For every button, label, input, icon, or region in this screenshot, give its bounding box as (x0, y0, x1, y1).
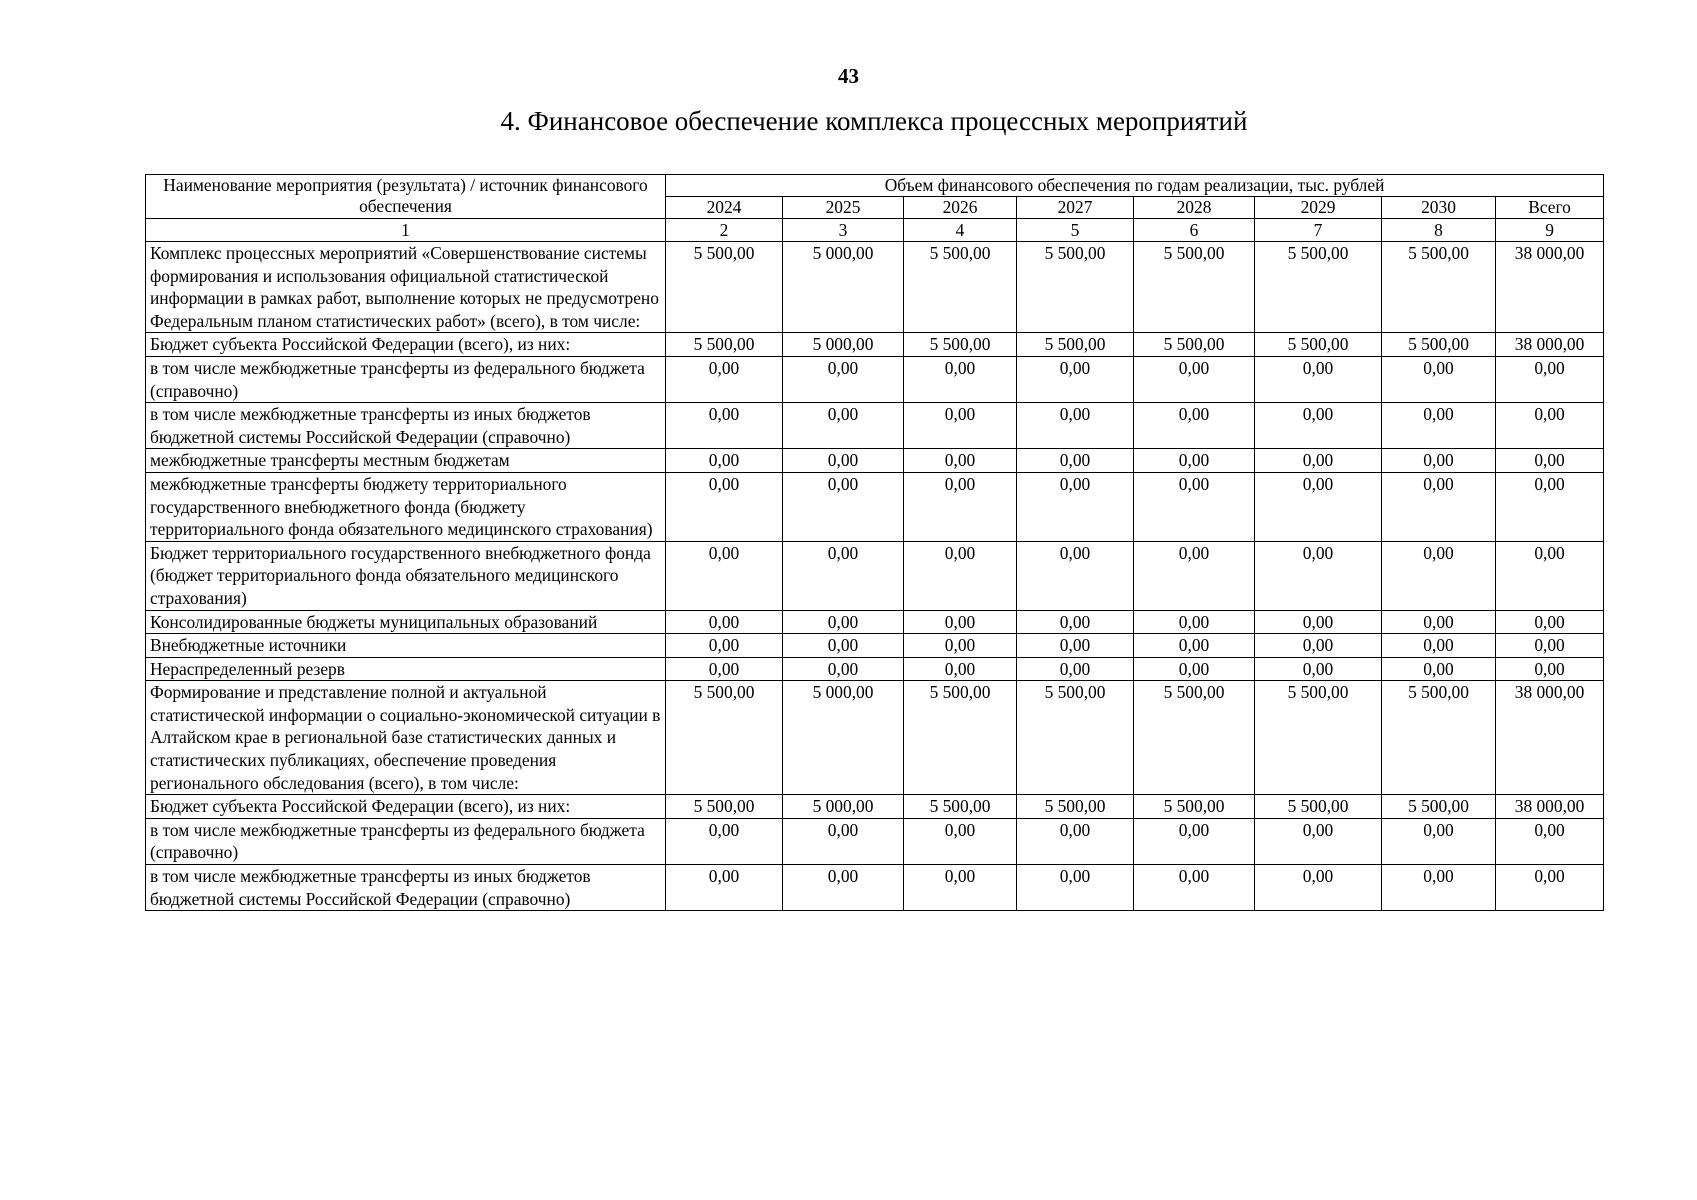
column-number: 8 (1382, 219, 1496, 242)
row-value: 0,00 (904, 818, 1017, 864)
header-row (146, 175, 1604, 197)
row-value: 0,00 (1496, 449, 1604, 473)
row-value: 5 500,00 (666, 681, 783, 795)
row-value: 5 500,00 (904, 681, 1017, 795)
table-header (146, 175, 1604, 242)
row-value: 5 500,00 (666, 242, 783, 333)
row-value: 0,00 (666, 541, 783, 610)
row-name: Консолидированные бюджеты муниципальных образований (146, 610, 666, 634)
row-value: 5 500,00 (1134, 681, 1255, 795)
row-value: 0,00 (1255, 657, 1382, 681)
header-year: 2028 (1134, 197, 1255, 219)
row-value: 5 500,00 (1134, 242, 1255, 333)
row-value: 0,00 (904, 449, 1017, 473)
row-value: 5 500,00 (1255, 795, 1382, 819)
table-row (146, 356, 1604, 402)
row-value: 0,00 (783, 356, 904, 402)
row-value: 0,00 (1134, 449, 1255, 473)
row-value: 0,00 (1134, 657, 1255, 681)
header-column-numbers-row (146, 219, 1604, 242)
row-value: 0,00 (1017, 541, 1134, 610)
row-value: 0,00 (666, 657, 783, 681)
row-value: 0,00 (1255, 449, 1382, 473)
row-name: Бюджет территориального государственного внебюджетного фонда (бюджет территориального фонда обязательного медицинского страхования) (146, 541, 666, 610)
row-value: 0,00 (1496, 657, 1604, 681)
row-value: 0,00 (904, 403, 1017, 449)
row-name: в том числе межбюджетные трансферты из федерального бюджета (справочно) (146, 818, 666, 864)
table-row (146, 865, 1604, 911)
column-number: 1 (146, 219, 666, 242)
row-value: 0,00 (904, 610, 1017, 634)
row-value: 0,00 (1255, 541, 1382, 610)
row-value: 5 500,00 (904, 242, 1017, 333)
row-value: 0,00 (1017, 657, 1134, 681)
row-value: 0,00 (1017, 865, 1134, 911)
column-number: 7 (1255, 219, 1382, 242)
row-value: 5 500,00 (904, 333, 1017, 357)
row-value: 5 500,00 (1382, 333, 1496, 357)
row-name: Нераспределенный резерв (146, 657, 666, 681)
row-value: 0,00 (1017, 472, 1134, 541)
row-value: 5 500,00 (904, 795, 1017, 819)
row-value: 5 500,00 (1382, 795, 1496, 819)
row-name: Формирование и представление полной и актуальной статистической информации о социально-экономической ситуации в Алтайском крае в региональной базе статистических данных и статистических публикациях, обеспечение проведения регионального обследования (всего), в том числе: (146, 681, 666, 795)
row-value: 0,00 (666, 356, 783, 402)
row-value: 0,00 (1382, 657, 1496, 681)
row-value: 5 500,00 (666, 795, 783, 819)
row-value: 0,00 (1134, 356, 1255, 402)
header-year: 2029 (1255, 197, 1382, 219)
row-value: 0,00 (904, 865, 1017, 911)
row-value: 0,00 (1382, 449, 1496, 473)
row-value: 0,00 (783, 865, 904, 911)
row-value: 5 000,00 (783, 242, 904, 333)
row-value: 0,00 (1382, 865, 1496, 911)
row-value: 0,00 (783, 610, 904, 634)
table-row (146, 449, 1604, 473)
row-value: 0,00 (1382, 634, 1496, 658)
row-name: в том числе межбюджетные трансферты из иных бюджетов бюджетной системы Российской Федерации (справочно) (146, 403, 666, 449)
header-year: 2025 (783, 197, 904, 219)
table-row (146, 634, 1604, 658)
row-value: 0,00 (1255, 403, 1382, 449)
row-value: 0,00 (904, 472, 1017, 541)
document-title: 4. Финансовое обеспечение комплекса процессных мероприятий (500, 106, 1248, 136)
row-value: 0,00 (1496, 541, 1604, 610)
row-value: 38 000,00 (1496, 242, 1604, 333)
header-year: 2030 (1382, 197, 1496, 219)
row-value: 5 500,00 (666, 333, 783, 357)
header-volume-column: Объем финансового обеспечения по годам реализации, тыс. рублей (666, 175, 1604, 197)
row-value: 0,00 (1017, 634, 1134, 658)
row-value: 0,00 (1382, 541, 1496, 610)
row-value: 0,00 (1255, 634, 1382, 658)
table-body (146, 242, 1604, 911)
row-value: 0,00 (1382, 403, 1496, 449)
row-value: 0,00 (1255, 610, 1382, 634)
row-name: Бюджет субъекта Российской Федерации (всего), из них: (146, 795, 666, 819)
table-row (146, 795, 1604, 819)
row-value: 0,00 (1134, 610, 1255, 634)
row-value: 5 500,00 (1255, 681, 1382, 795)
row-name: межбюджетные трансферты бюджету территориального государственного внебюджетного фонда (бюджету территориального фонда обязательного медицинского страхования) (146, 472, 666, 541)
row-value: 0,00 (666, 634, 783, 658)
row-value: 5 500,00 (1382, 242, 1496, 333)
row-value: 38 000,00 (1496, 681, 1604, 795)
row-value: 0,00 (783, 818, 904, 864)
column-number: 4 (904, 219, 1017, 242)
row-value: 0,00 (1255, 472, 1382, 541)
row-value: 5 000,00 (783, 681, 904, 795)
row-value: 0,00 (1382, 472, 1496, 541)
row-value: 0,00 (1017, 449, 1134, 473)
row-value: 38 000,00 (1496, 333, 1604, 357)
row-value: 0,00 (1255, 818, 1382, 864)
column-number: 6 (1134, 219, 1255, 242)
table-row (146, 472, 1604, 541)
table-row (146, 541, 1604, 610)
row-value: 5 500,00 (1255, 242, 1382, 333)
row-value: 0,00 (1134, 634, 1255, 658)
row-value: 0,00 (904, 356, 1017, 402)
row-value: 0,00 (1017, 818, 1134, 864)
table-row (146, 242, 1604, 333)
row-value: 5 500,00 (1134, 795, 1255, 819)
row-value: 0,00 (1496, 610, 1604, 634)
row-value: 0,00 (1496, 818, 1604, 864)
row-name: в том числе межбюджетные трансферты из иных бюджетов бюджетной системы Российской Федерации (справочно) (146, 865, 666, 911)
table-row (146, 657, 1604, 681)
header-year: 2024 (666, 197, 783, 219)
row-name: межбюджетные трансферты местным бюджетам (146, 449, 666, 473)
row-value: 0,00 (1382, 610, 1496, 634)
column-number: 5 (1017, 219, 1134, 242)
row-value: 0,00 (1255, 865, 1382, 911)
header-year: 2027 (1017, 197, 1134, 219)
column-number: 9 (1496, 219, 1604, 242)
table-row (146, 333, 1604, 357)
row-value: 0,00 (1496, 403, 1604, 449)
row-value: 0,00 (1496, 356, 1604, 402)
row-value: 0,00 (783, 634, 904, 658)
table-row (146, 818, 1604, 864)
row-value: 0,00 (1017, 356, 1134, 402)
row-name: Бюджет субъекта Российской Федерации (всего), из них: (146, 333, 666, 357)
row-value: 0,00 (666, 818, 783, 864)
row-value: 0,00 (783, 541, 904, 610)
row-value: 5 500,00 (1017, 242, 1134, 333)
row-value: 0,00 (904, 657, 1017, 681)
financing-table (145, 174, 1604, 911)
row-value: 5 000,00 (783, 333, 904, 357)
row-value: 0,00 (1134, 818, 1255, 864)
row-value: 5 500,00 (1255, 333, 1382, 357)
row-value: 0,00 (666, 449, 783, 473)
row-value: 0,00 (666, 865, 783, 911)
row-value: 0,00 (1134, 865, 1255, 911)
row-value: 0,00 (666, 403, 783, 449)
row-value: 0,00 (666, 610, 783, 634)
row-value: 5 500,00 (1134, 333, 1255, 357)
row-value: 0,00 (1134, 472, 1255, 541)
row-value: 0,00 (1134, 541, 1255, 610)
row-value: 0,00 (904, 541, 1017, 610)
header-year: 2026 (904, 197, 1017, 219)
row-value: 0,00 (783, 657, 904, 681)
row-value: 5 500,00 (1017, 681, 1134, 795)
row-value: 0,00 (1017, 403, 1134, 449)
page-number: 43 (838, 64, 859, 88)
header-year: Всего (1496, 197, 1604, 219)
row-value: 0,00 (1134, 403, 1255, 449)
row-value: 0,00 (1255, 356, 1382, 402)
row-value: 0,00 (783, 472, 904, 541)
row-name: Комплекс процессных мероприятий «Совершенствование системы формирования и использования официальной статистической информации в рамках работ, выполнение которых не предусмотрено Федеральным планом статистических работ» (всего), в том числе: (146, 242, 666, 333)
row-name: в том числе межбюджетные трансферты из федерального бюджета (справочно) (146, 356, 666, 402)
row-value: 38 000,00 (1496, 795, 1604, 819)
row-value: 5 500,00 (1017, 795, 1134, 819)
row-value: 0,00 (1496, 634, 1604, 658)
row-value: 0,00 (1382, 818, 1496, 864)
row-value: 0,00 (1496, 472, 1604, 541)
column-number: 2 (666, 219, 783, 242)
row-value: 5 500,00 (1382, 681, 1496, 795)
row-value: 5 000,00 (783, 795, 904, 819)
row-value: 0,00 (666, 472, 783, 541)
table-row (146, 681, 1604, 795)
table-row (146, 610, 1604, 634)
header-name-column: Наименование мероприятия (результата) / источник финансового обеспечения (146, 175, 666, 219)
row-value: 0,00 (1496, 865, 1604, 911)
row-value: 0,00 (904, 634, 1017, 658)
row-value: 0,00 (1017, 610, 1134, 634)
table-row (146, 403, 1604, 449)
column-number: 3 (783, 219, 904, 242)
row-value: 5 500,00 (1017, 333, 1134, 357)
row-value: 0,00 (783, 449, 904, 473)
row-value: 0,00 (1382, 356, 1496, 402)
row-value: 0,00 (783, 403, 904, 449)
row-name: Внебюджетные источники (146, 634, 666, 658)
